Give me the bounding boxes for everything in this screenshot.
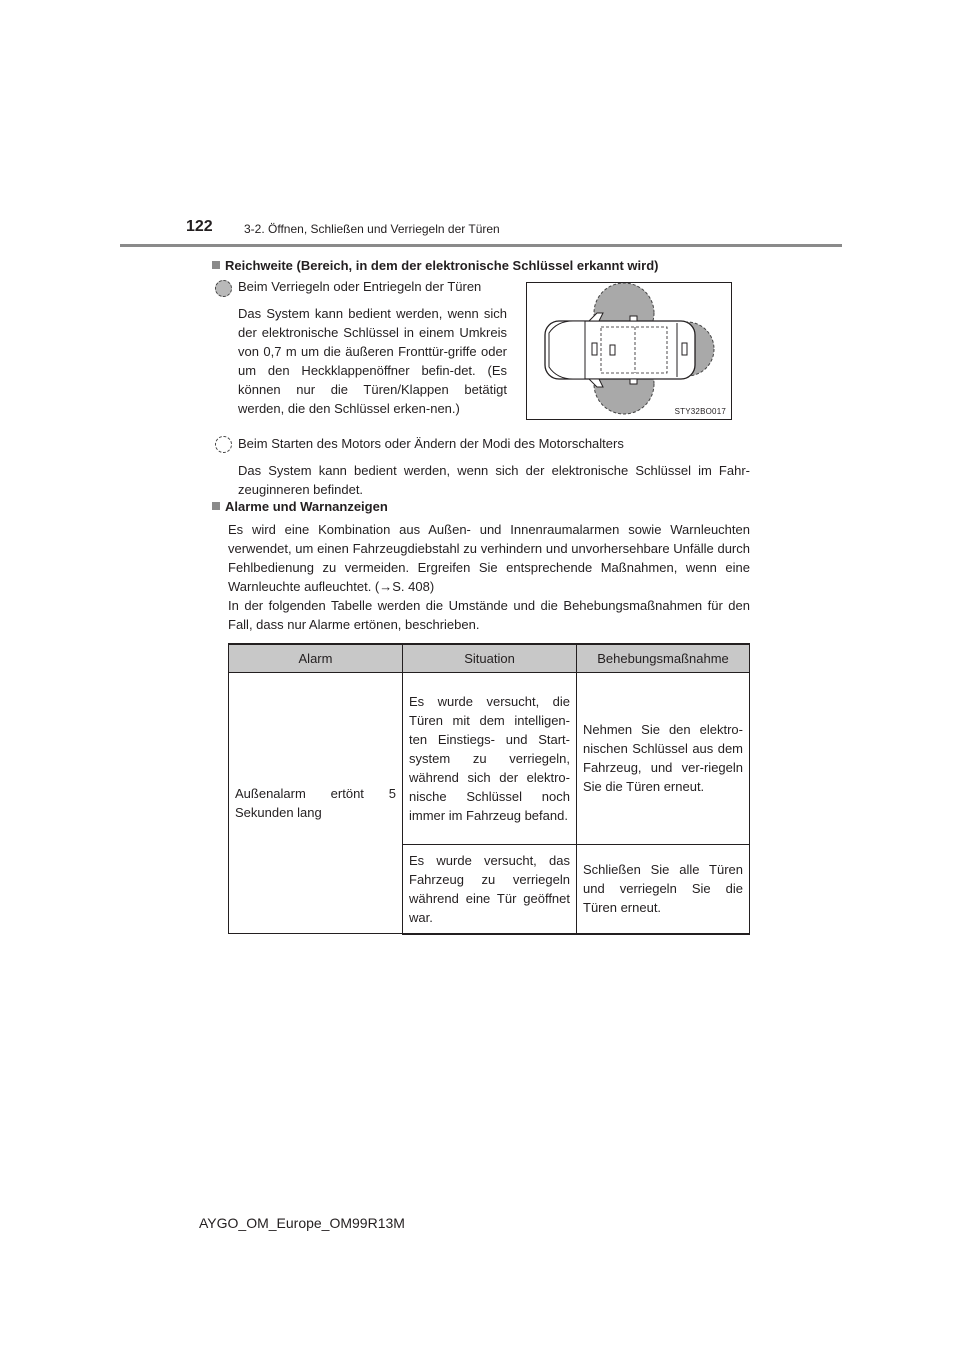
key-range-figure [526,282,732,420]
table-header-alarm: Alarm [229,644,403,672]
lock-label: Beim Verriegeln oder Entriegeln der Türen [238,279,482,294]
table-header-row [229,644,750,672]
section-title: 3-2. Öffnen, Schließen und Verriegeln der Türen [244,222,500,236]
alarm-table [228,643,750,935]
dashed-circle-icon [215,436,232,453]
range-heading-text: Reichweite (Bereich, in dem der elektronische Schlüssel erkannt wird) [225,258,659,273]
alarms-heading [212,499,388,514]
square-bullet-icon [212,502,220,510]
table-cell-remedy: Nehmen Sie den elektro-nischen Schlüssel aus dem Fahrzeug, und ver-riegeln Sie die Türen erneut. [577,672,750,844]
square-bullet-icon [212,261,220,269]
table-header-situation: Situation [403,644,577,672]
alarms-paragraph-1: Es wird eine Kombination aus Außen- und Innenraumalarmen sowie Warnleuchten verwendet, um einen Fahrzeugdiebstahl zu verhindern und unvorhersehbare Unfälle durch Fehlbedienung zu vermeiden. Ergreifen Sie entsprechende Maßnahmen, wenn eine Warnleuchte aufleuchtet. (→S. 408) [228,522,750,594]
lock-description: Das System kann bedient werden, wenn sich der elektronische Schlüssel in einem Umkreis von 0,7 m um die äußeren Fronttür-griffe oder um den Heckklappenöffner befin-det. (Es können nur die Türen/Klappen betätigt werden, die den Schlüssel erken-nen.) [238,306,507,416]
dashed-filled-circle-icon [215,280,232,297]
car-range-illustration [527,283,731,419]
page-number: 122 [186,218,213,235]
alarms-heading-text: Alarme und Warnanzeigen [225,499,388,514]
table-cell-remedy: Schließen Sie alle Türen und verriegeln Sie die Türen erneut. [577,844,750,934]
document-code: AYGO_OM_Europe_OM99R13M [199,1215,405,1231]
figure-code: STY32BO017 [674,407,726,416]
alarms-paragraph-2: In der folgenden Tabelle werden die Umstände und die Behebungsmaßnahmen für den Fall, dass nur Alarme ertönen, beschrieben. [228,598,750,632]
table-header-remedy: Behebungsmaßnahme [577,644,750,672]
table-cell-alarm: Außenalarm ertönt 5 Sekunden lang [229,672,403,934]
header-rule [120,244,842,247]
start-label: Beim Starten des Motors oder Ändern der Modi des Motorschalters [238,436,624,451]
table-row [229,672,750,844]
table-cell-situation: Es wurde versucht, das Fahrzeug zu verriegeln während eine Tür geöffnet war. [403,844,577,934]
table-cell-situation: Es wurde versucht, die Türen mit dem intelligen-ten Einstiegs- und Start-system zu verriegeln, während sich der elektro-nische Schlüssel noch immer im Fahrzeug befand. [403,672,577,844]
start-description: Das System kann bedient werden, wenn sich der elektronische Schlüssel im Fahr-zeuginneren befindet. [238,463,750,497]
range-heading [212,256,658,275]
